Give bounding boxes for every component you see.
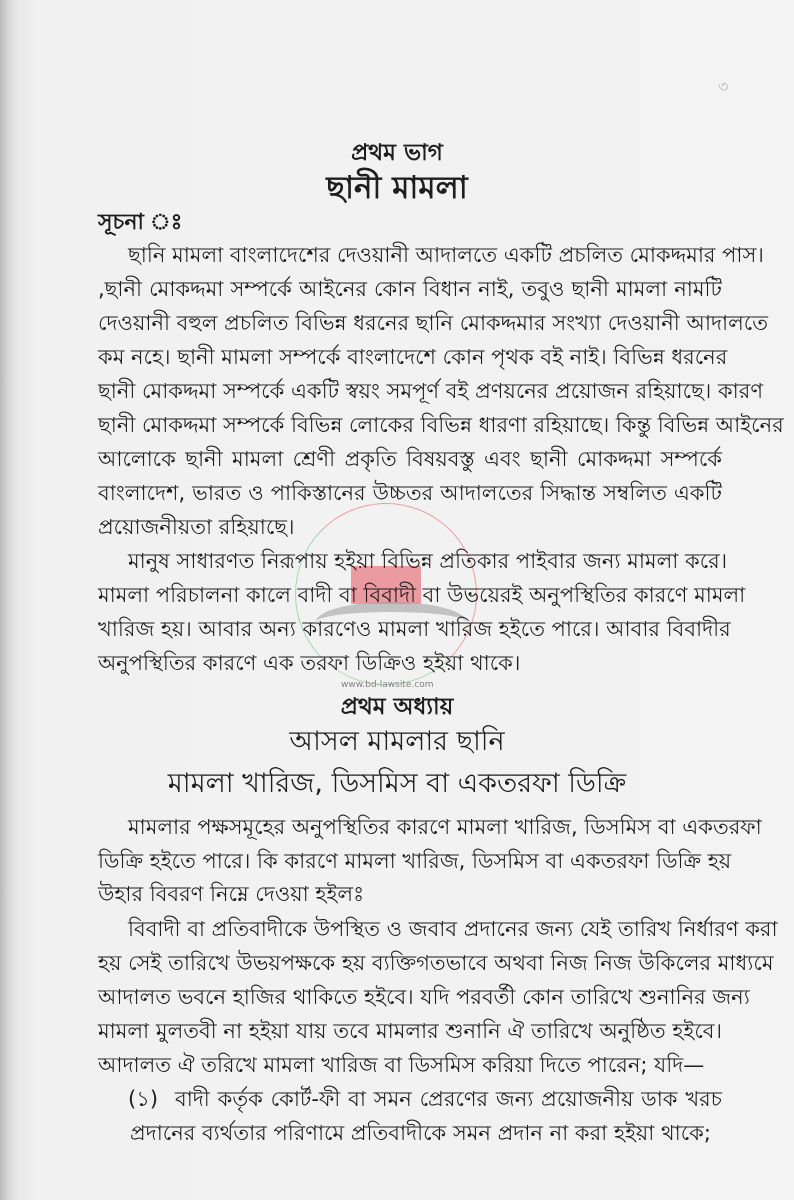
- list-item-line: প্রদানের ব্যর্থতার পরিণামে প্রতিবাদীকে সমন প্রদান না করা হইয়া থাকে;: [130, 1121, 711, 1145]
- paragraph-line: দেওয়ানী বহুল প্রচলিত বিভিন্ন ধরনের ছানি মোকদ্দমার সংখ্যা দেওয়ানী আদালতে: [98, 311, 768, 335]
- paragraph-line: আদালত ভবনে হাজির থাকিতে হইবে। যদি পরবর্তী কোন তারিখে শুনানির জন্য: [98, 985, 750, 1009]
- paragraph-line: আদালত ঐ তরিখে মামলা খারিজ বা ডিসমিস করিয়া দিতে পারেন; যদি—: [98, 1053, 705, 1077]
- paragraph-line: বাংলাদেশ, ভারত ও পাকিস্তানের উচ্চতর আদালতের সিদ্ধান্ত সম্বলিত একটি: [98, 481, 722, 505]
- paragraph-line: ডিক্রি হইতে পারে। কি কারণে মামলা খারিজ, ডিসমিস বা একতরফা ডিক্রি হয়: [98, 849, 732, 873]
- paragraph-line: খারিজ হয়। আবার অন্য কারণেও মামলা খারিজ হইতে পারে। আবার বিবাদীর: [98, 617, 731, 641]
- chapter-subtitle: আসল মামলার ছানি: [289, 726, 505, 757]
- paragraph-line: ছানী মোকদ্দমা সম্পর্কে বিভিন্ন লোকের বিভিন্ন ধারণা রহিয়াছে। কিন্তু বিভিন্ন আইনের: [98, 413, 784, 437]
- paragraph-line: আলোকে ছানী মামলা শ্রেণী প্রকৃতি বিষয়বস্তু এবং ছানী মোকদ্দমা সম্পর্কে: [98, 447, 722, 471]
- page-number: ৩: [718, 77, 729, 96]
- part-subtitle: ছানী মামলা: [326, 170, 468, 206]
- watermark-url: www.bd-lawsite.com: [341, 680, 434, 690]
- list-item-number: (১): [128, 1087, 159, 1111]
- paragraph-line: প্রয়োজনীয়তা রহিয়াছে।: [98, 515, 295, 539]
- list-item-line: বাদী কর্তৃক কোর্ট-ফী বা সমন প্রেরণের জন্য প্রয়োজনীয় ডাক খরচ: [175, 1087, 722, 1111]
- paragraph-line: মানুষ সাধারণত নিরূপায় হইয়া বিভিন্ন প্রতিকার পাইবার জন্য মামলা করে।: [128, 549, 728, 573]
- paragraph-line: ছানী মোকদ্দমা সম্পর্কে একটি স্বয়ং সমপূর্ণ বই প্রণয়নের প্রয়োজন রহিয়াছে। কারণ: [98, 379, 764, 403]
- paragraph-line: কম নহে। ছানী মামলা সম্পর্কে বাংলাদেশে কোন পৃথক বই নাই। বিভিন্ন ধরনের: [98, 345, 728, 369]
- paragraph-line: মামলা মুলতবী না হইয়া যায় তবে মামলার শুনানি ঐ তারিখে অনুষ্ঠিত হইবে।: [98, 1019, 722, 1043]
- paragraph-line: ,ছানী মোকদ্দমা সম্পর্কে আইনের কোন বিধান নাই, তবুও ছানী মামলা নামটি: [98, 277, 722, 301]
- section-title: মামলা খারিজ, ডিসমিস বা একতরফা ডিক্রি: [167, 768, 627, 799]
- paragraph-line: মামলা পরিচালনা কালে বাদী বা বিবাদী বা উভয়েরই অনুপস্থিতির কারণে মামলা: [98, 583, 746, 607]
- intro-label: সূচনা ঃ: [98, 210, 183, 235]
- paragraph-line: উহার বিবরণ নিম্নে দেওয়া হইলঃ: [98, 882, 365, 906]
- paragraph-line: হয় সেই তারিখে উভয়পক্ষকে হয় ব্যক্তিগতভাবে অথবা নিজ নিজ উকিলের মাধ্যমে: [98, 951, 774, 975]
- chapter-title: প্রথম অধ্যায়: [340, 694, 454, 720]
- paragraph-line: ছানি মামলা বাংলাদেশের দেওয়ানী আদালতে একটি প্রচলিত মোকদ্দমার পাস।: [128, 243, 764, 267]
- part-title: প্রথম ভাগ: [351, 140, 443, 166]
- paragraph-line: বিবাদী বা প্রতিবাদীকে উপস্থিত ও জবাব প্রদানের জন্য যেই তারিখ নির্ধারণ করা: [128, 917, 778, 941]
- paragraph-line: মামলার পক্ষসমূহের অনুপস্থিতির কারণে মামলা খারিজ, ডিসমিস বা একতরফা: [128, 815, 762, 839]
- paragraph-line: অনুপস্থিতির কারণে এক তরফা ডিক্রিও হইয়া থাকে।: [98, 651, 521, 675]
